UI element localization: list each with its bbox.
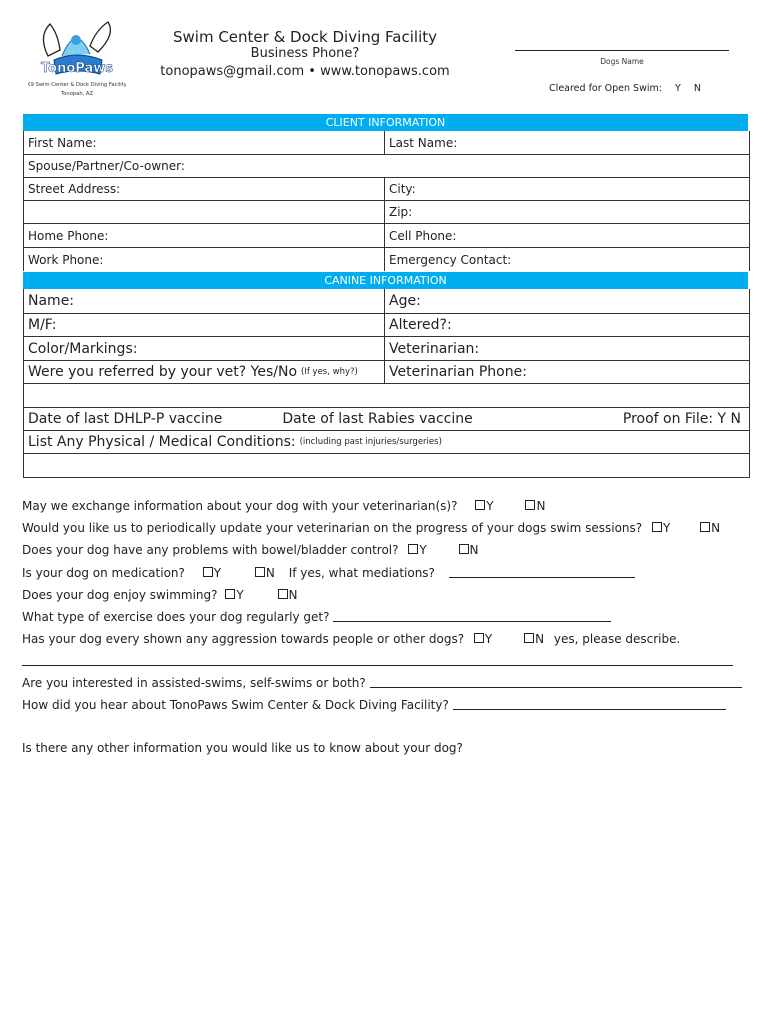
referral-source-input[interactable] xyxy=(453,698,726,710)
question-enjoy-swimming: Does your dog enjoy swimming? Y N xyxy=(22,588,298,602)
aggression-description-line[interactable] xyxy=(22,665,733,666)
table-row xyxy=(24,248,749,271)
dog-sex-input[interactable]: M/F: xyxy=(24,314,385,336)
street-address-cont-field[interactable] xyxy=(24,201,385,223)
vet-referral-note: (If yes, why?) xyxy=(301,367,358,377)
dhlpp-vaccine-date[interactable]: Date of last DHLP-P vaccine xyxy=(28,411,223,427)
dog-altered-input[interactable]: Altered?: xyxy=(389,317,452,333)
table-row xyxy=(24,289,749,314)
table-row xyxy=(24,384,749,408)
medical-conditions-input[interactable] xyxy=(24,454,749,477)
checkbox-icon[interactable] xyxy=(475,500,485,510)
veterinarian-input[interactable]: Veterinarian: xyxy=(389,340,480,357)
cleared-label: Cleared for Open Swim: xyxy=(549,83,662,94)
checkbox-icon[interactable] xyxy=(459,544,469,554)
last-name-field[interactable]: Last Name: xyxy=(389,135,458,150)
checkbox-icon[interactable] xyxy=(225,589,235,599)
svg-text:Tonopah, AZ: Tonopah, AZ xyxy=(60,91,94,97)
checkbox-icon[interactable] xyxy=(652,522,662,532)
client-info-header: CLIENT INFORMATION xyxy=(23,114,748,131)
question-swim-type: Are you interested in assisted-swims, self-swims or both? xyxy=(22,676,742,690)
aggression-follow-label: yes, please describe. xyxy=(553,632,681,646)
question-exercise: What type of exercise does your dog regularly get? xyxy=(22,610,611,624)
table-row xyxy=(24,224,749,248)
checkbox-icon[interactable] xyxy=(525,500,535,510)
medication-input[interactable] xyxy=(449,566,635,578)
checkbox-icon[interactable] xyxy=(700,522,710,532)
contact-line: tonopaws@gmail.com • www.tonopaws.com xyxy=(160,64,450,79)
rabies-vaccine-date[interactable]: Date of last Rabies vaccine xyxy=(282,411,473,427)
dog-name-field[interactable] xyxy=(515,50,729,51)
business-phone: Business Phone? xyxy=(250,46,360,61)
dog-logo-icon xyxy=(28,16,126,108)
proof-on-file[interactable]: Proof on File: Y N xyxy=(622,411,741,427)
checkbox-icon[interactable] xyxy=(524,633,534,643)
svg-text:TonoPaws: TonoPaws xyxy=(41,61,113,76)
dog-name-input[interactable]: Name: xyxy=(24,289,385,313)
first-name-field[interactable]: First Name: xyxy=(24,131,385,154)
canine-info-table xyxy=(23,289,750,478)
checkbox-icon[interactable] xyxy=(408,544,418,554)
vet-referral-reason-input[interactable] xyxy=(24,384,749,407)
home-phone-field[interactable]: Home Phone: xyxy=(24,224,385,247)
table-row xyxy=(24,131,749,155)
medical-conditions-note: (including past injuries/surgeries) xyxy=(299,437,442,447)
spouse-field[interactable]: Spouse/Partner/Co-owner: xyxy=(28,159,185,173)
emergency-contact-field[interactable]: Emergency Contact: xyxy=(389,252,512,267)
question-aggression: Has your dog every shown any aggression towards people or other dogs? Y N yes, please describe. xyxy=(22,632,681,646)
table-row xyxy=(24,155,749,178)
table-row xyxy=(24,201,749,224)
dog-color-input[interactable]: Color/Markings: xyxy=(24,337,385,360)
facility-title: Swim Center & Dock Diving Facility xyxy=(173,28,437,46)
question-vet-updates: Would you like us to periodically update your veterinarian on the progress of your dogs swim sessions? Y N xyxy=(22,521,721,535)
question-other-info: Is there any other information you would like us to know about your dog? xyxy=(22,741,463,755)
city-field[interactable]: City: xyxy=(389,182,416,196)
tonopaws-logo xyxy=(28,16,126,108)
table-row xyxy=(24,361,749,384)
vaccine-row xyxy=(24,408,749,430)
dog-age-input[interactable]: Age: xyxy=(389,293,421,309)
medical-conditions-label: List Any Physical / Medical Conditions: (including past injuries/surgeries) xyxy=(28,434,442,450)
table-row xyxy=(24,431,749,454)
question-vet-exchange: May we exchange information about your dog with your veterinarian(s)? Y N xyxy=(22,499,546,513)
question-referral-source: How did you hear about TonoPaws Swim Center & Dock Diving Facility? xyxy=(22,698,726,712)
zip-field[interactable]: Zip: xyxy=(389,205,413,219)
question-medication: Is your dog on medication? Y N If yes, what mediations? xyxy=(22,566,635,580)
dog-name-label: Dogs Name xyxy=(600,57,644,66)
vet-phone-input[interactable]: Veterinarian Phone: xyxy=(389,364,527,380)
swim-type-input[interactable] xyxy=(370,676,742,688)
table-row xyxy=(24,408,749,431)
vet-referral-input[interactable] xyxy=(24,361,385,383)
table-row xyxy=(24,178,749,201)
medication-follow-label: If yes, what mediations? xyxy=(288,566,435,580)
checkbox-icon[interactable] xyxy=(255,567,265,577)
svg-text:K9 Swim Center & Dock Diving F: K9 Swim Center & Dock Diving Facility xyxy=(28,82,126,88)
work-phone-field[interactable]: Work Phone: xyxy=(24,248,385,271)
vet-referral-label: Were you referred by your vet? Yes/No xyxy=(28,364,298,380)
cleared-no[interactable]: N xyxy=(693,83,701,94)
cell-phone-field[interactable]: Cell Phone: xyxy=(389,228,457,243)
checkbox-icon[interactable] xyxy=(474,633,484,643)
question-bowel-bladder: Does your dog have any problems with bowel/bladder control? Y N xyxy=(22,543,479,557)
exercise-input[interactable] xyxy=(333,610,611,622)
checkbox-icon[interactable] xyxy=(278,589,288,599)
street-address-field[interactable]: Street Address: xyxy=(24,178,385,200)
cleared-yes[interactable]: Y xyxy=(674,83,681,94)
cleared-open-swim xyxy=(520,83,730,94)
canine-info-header: CANINE INFORMATION xyxy=(23,272,748,289)
client-info-table xyxy=(23,131,750,271)
checkbox-icon[interactable] xyxy=(203,567,213,577)
table-row xyxy=(24,337,749,361)
table-row xyxy=(24,314,749,337)
table-row xyxy=(24,454,749,478)
